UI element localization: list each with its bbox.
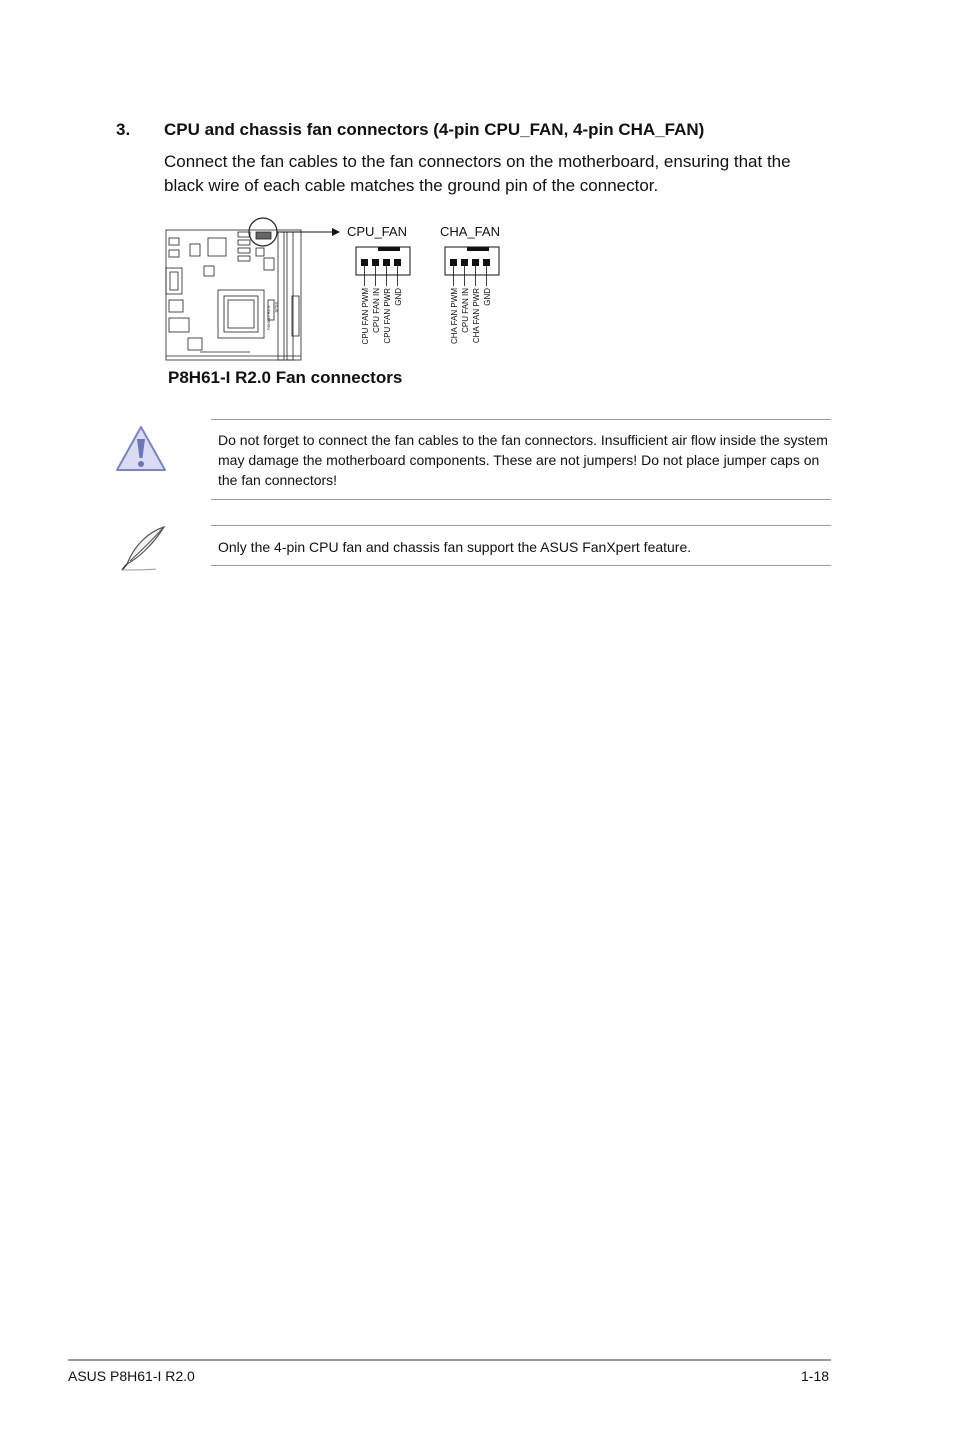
- note-text: Only the 4-pin CPU fan and chassis fan support the ASUS FanXpert feature.: [218, 539, 692, 555]
- cha-fan-pin-1: CHA FAN PWM: [450, 288, 459, 345]
- board-logo: /ISUS: [274, 302, 279, 313]
- section-title: CPU and chassis fan connectors (4-pin CPU_FAN, 4-pin CHA_FAN): [164, 120, 705, 139]
- note-top-rule: [211, 525, 831, 526]
- cha-fan-label: CHA_FAN: [440, 224, 500, 239]
- diagram-caption: P8H61-I R2.0 Fan connectors: [168, 368, 403, 387]
- warning-text: Do not forget to connect the fan cables to the fan connectors. Insufficient air flow inside the system may damage the motherboard components. These are not jumpers! Do not place jumper caps on the fan connectors!: [218, 432, 828, 488]
- cpu-fan-pin-1: CPU FAN PWM: [361, 288, 370, 345]
- section-body: Connect the fan cables to the fan connectors on the motherboard, ensuring that the black wire of each cable matches the ground pin of the connector.: [164, 152, 791, 195]
- cpu-fan-pin-4: GND: [394, 288, 403, 306]
- section-number: 3.: [116, 120, 131, 139]
- cpu-fan-connector: [356, 247, 410, 286]
- footer-page-number: 1-18: [801, 1368, 830, 1384]
- footer-product-name: ASUS P8H61-I R2.0: [68, 1368, 195, 1384]
- fan-connector-diagram: [160, 210, 540, 370]
- cha-fan-pin-4: GND: [483, 288, 492, 306]
- warning-bottom-rule: [211, 499, 831, 500]
- cha-fan-connector: [445, 247, 499, 286]
- cpu-fan-pin-3: CPU FAN PWR: [383, 288, 392, 344]
- cha-fan-pin-3: CHA FAN PWR: [472, 288, 481, 344]
- warning-triangle-icon: [114, 424, 168, 474]
- cpu-fan-pin-2: CPU FAN IN: [372, 288, 381, 333]
- board-model: P8H61-I R2.0: [266, 305, 271, 330]
- arrow-head-icon: [332, 228, 340, 236]
- cha-fan-pin-2: CPU FAN IN: [461, 288, 470, 333]
- footer-rule: [68, 1359, 831, 1361]
- warning-top-rule: [211, 419, 831, 420]
- motherboard-illustration: [166, 218, 301, 360]
- note-bottom-rule: [211, 565, 831, 566]
- quill-pen-icon: [118, 524, 170, 574]
- cpu-fan-label: CPU_FAN: [347, 224, 407, 239]
